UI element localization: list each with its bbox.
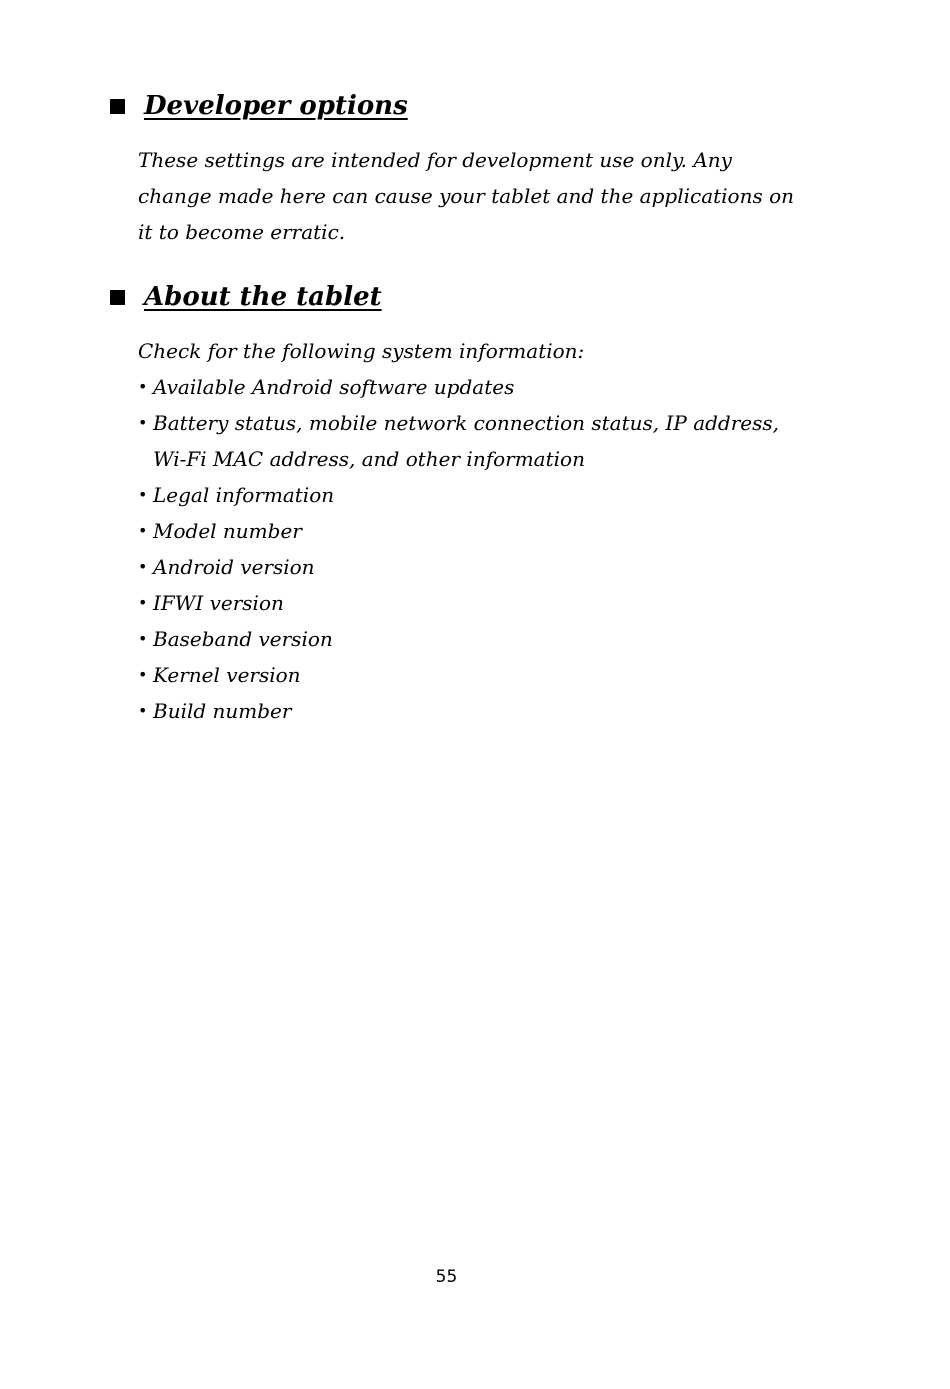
list-item-text: Legal information [153, 483, 335, 507]
bullet-dot-icon: • [138, 413, 148, 432]
list-item-text: Kernel version [153, 663, 301, 687]
developer-options-paragraph: These settings are intended for development use only. Any change made here can cause your tablet and the applications on it to become erratic. [138, 148, 795, 244]
list-item [138, 477, 830, 513]
list-item [138, 621, 830, 657]
list-item-text: Build number [153, 699, 292, 723]
list-item-text: Model number [153, 519, 302, 543]
list-item-text: Available Android software updates [153, 375, 515, 399]
list-item [138, 549, 830, 585]
system-info-list [138, 369, 830, 729]
square-bullet-icon [110, 290, 125, 305]
list-item [138, 405, 830, 477]
developer-options-title: Developer options [144, 91, 408, 121]
list-item-text: Android version [153, 555, 315, 579]
developer-options-section [110, 86, 830, 250]
bullet-dot-icon: • [138, 665, 148, 684]
bullet-dot-icon: • [138, 485, 148, 504]
about-tablet-title: About the tablet [144, 282, 382, 312]
list-item-text: Battery status, mobile network connection status, IP address, Wi-Fi MAC address, and other information [153, 411, 780, 471]
about-tablet-section [110, 277, 830, 729]
developer-options-body [138, 142, 830, 250]
square-bullet-icon [110, 99, 125, 114]
list-item [138, 693, 830, 729]
bullet-dot-icon: • [138, 593, 148, 612]
about-tablet-intro: Check for the following system information: [138, 339, 585, 363]
list-item [138, 369, 830, 405]
bullet-dot-icon: • [138, 377, 148, 396]
developer-options-heading [110, 86, 830, 126]
list-item [138, 657, 830, 693]
list-item-text: IFWI version [153, 591, 284, 615]
bullet-dot-icon: • [138, 629, 148, 648]
list-item [138, 585, 830, 621]
page-number: 55 [435, 1267, 458, 1287]
list-item [138, 513, 830, 549]
list-item-text: Baseband version [153, 627, 333, 651]
bullet-dot-icon: • [138, 701, 148, 720]
about-tablet-body [138, 333, 830, 729]
bullet-dot-icon: • [138, 521, 148, 540]
about-tablet-heading [110, 277, 830, 317]
bullet-dot-icon: • [138, 557, 148, 576]
